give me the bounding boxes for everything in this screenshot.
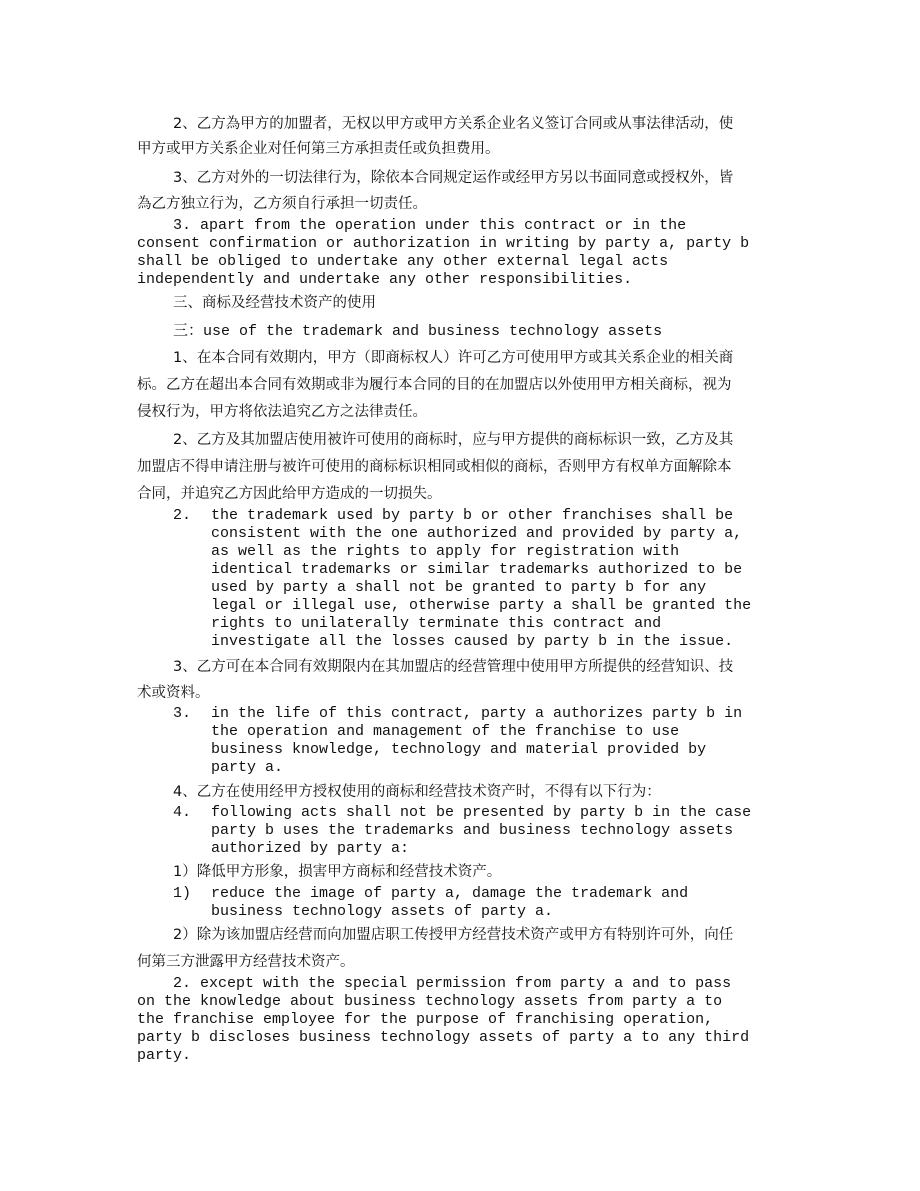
p1-line1: 2、乙方為甲方的加盟者，无权以甲方或甲方关系企业名义签订合同或从事法律活动，使 — [173, 116, 734, 132]
item2-en-line4: party b discloses business technology assets of party a to any third — [137, 1029, 750, 1046]
s3-3-en-line3: business knowledge, technology and material provided by — [211, 741, 707, 758]
s3-3-line2: 术或资料。 — [137, 685, 210, 701]
s3-2-en-line2: consistent with the one authorized and provided by party a, — [211, 525, 743, 542]
s3-2-line3: 合同，并追究乙方因此给甲方造成的一切损失。 — [137, 486, 442, 502]
item2-en-line5: party. — [137, 1047, 192, 1064]
s3-2-en-line7: rights to unilaterally terminate this contract and — [211, 615, 662, 632]
s3-3-en-line2: the operation and management of the franchise to use — [211, 723, 680, 740]
p2-en-line2: consent confirmation or authorization in writing by party a, party b — [137, 235, 750, 252]
item2-en-line1: 2. except with the special permission from party a and to pass — [137, 975, 732, 992]
s3-3-en-number: 3. — [173, 705, 192, 722]
p2-line2: 為乙方独立行为，乙方须自行承担一切责任。 — [137, 196, 427, 212]
s3-4-en-line1: following acts shall not be presented by party b in the case — [211, 804, 752, 821]
s3-2-en-line1: the trademark used by party b or other franchises shall be — [211, 507, 734, 524]
section3-heading: 三、商标及经营技术资产的使用 — [173, 295, 376, 311]
s3-4-en-line3: authorized by party a: — [211, 840, 410, 857]
item1-en-number: 1) — [173, 885, 192, 902]
s3-2-line1: 2、乙方及其加盟店使用被许可使用的商标时，应与甲方提供的商标标识一致，乙方及其 — [173, 432, 734, 448]
s3-1-line3: 侵权行为，甲方将依法追究乙方之法律责任。 — [137, 404, 427, 420]
item2-en-line2: on the knowledge about business technology assets from party a to — [137, 993, 723, 1010]
item1-en-line2: business technology assets of party a. — [211, 903, 554, 920]
s3-4-line1: 4、乙方在使用经甲方授权使用的商标和经营技术资产时，不得有以下行为： — [173, 784, 661, 800]
s3-2-en-line6: legal or illegal use, otherwise party a shall be granted the — [211, 597, 752, 614]
p1-line2: 甲方或甲方关系企业对任何第三方承担责任或负担费用。 — [137, 141, 500, 157]
section3-heading-en: 三：use of the trademark and business technology assets — [173, 323, 663, 340]
item2-en-line3: the franchise employee for the purpose of franchising operation, — [137, 1011, 714, 1028]
item2-line2: 何第三方泄露甲方经营技术资产。 — [137, 954, 355, 970]
item1-cn: 1）降低甲方形象，损害甲方商标和经营技术资产。 — [173, 864, 502, 880]
s3-1-line1: 1、在本合同有效期内，甲方（即商标权人）许可乙方可使用甲方或其关系企业的相关商 — [173, 350, 734, 366]
s3-3-en-line4: party a. — [211, 759, 284, 776]
s3-2-en-number: 2. — [173, 507, 192, 524]
p2-en-line4: independently and undertake any other responsibilities. — [137, 271, 633, 288]
p2-en-line3: shall be obliged to undertake any other external legal acts — [137, 253, 669, 270]
item2-line1: 2）除为该加盟店经营而向加盟店职工传授甲方经营技术资产或甲方有特别许可外，向任 — [173, 927, 734, 943]
p2-line1: 3、乙方对外的一切法律行为，除依本合同规定运作或经甲方另以书面同意或授权外，皆 — [173, 170, 734, 186]
s3-1-line2: 标。乙方在超出本合同有效期或非为履行本合同的目的在加盟店以外使用甲方相关商标，视为 — [137, 377, 732, 393]
item1-en-line1: reduce the image of party a, damage the trademark and — [211, 885, 689, 902]
s3-4-en-number: 4. — [173, 804, 192, 821]
s3-2-en-line4: identical trademarks or similar trademarks authorized to be — [211, 561, 743, 578]
s3-2-en-line5: used by party a shall not be granted to party b for any — [211, 579, 707, 596]
s3-3-line1: 3、乙方可在本合同有效期限内在其加盟店的经营管理中使用甲方所提供的经营知识、技 — [173, 659, 734, 675]
s3-3-en-line1: in the life of this contract, party a authorizes party b in — [211, 705, 743, 722]
s3-2-en-line3: as well as the rights to apply for registration with — [211, 543, 680, 560]
s3-2-line2: 加盟店不得申请注册与被许可使用的商标标识相同或相似的商标，否则甲方有权单方面解除本 — [137, 459, 732, 475]
s3-2-en-line8: investigate all the losses caused by party b in the issue. — [211, 633, 734, 650]
s3-4-en-line2: party b uses the trademarks and business technology assets — [211, 822, 734, 839]
p2-en-line1: 3. apart from the operation under this contract or in the — [137, 217, 687, 234]
